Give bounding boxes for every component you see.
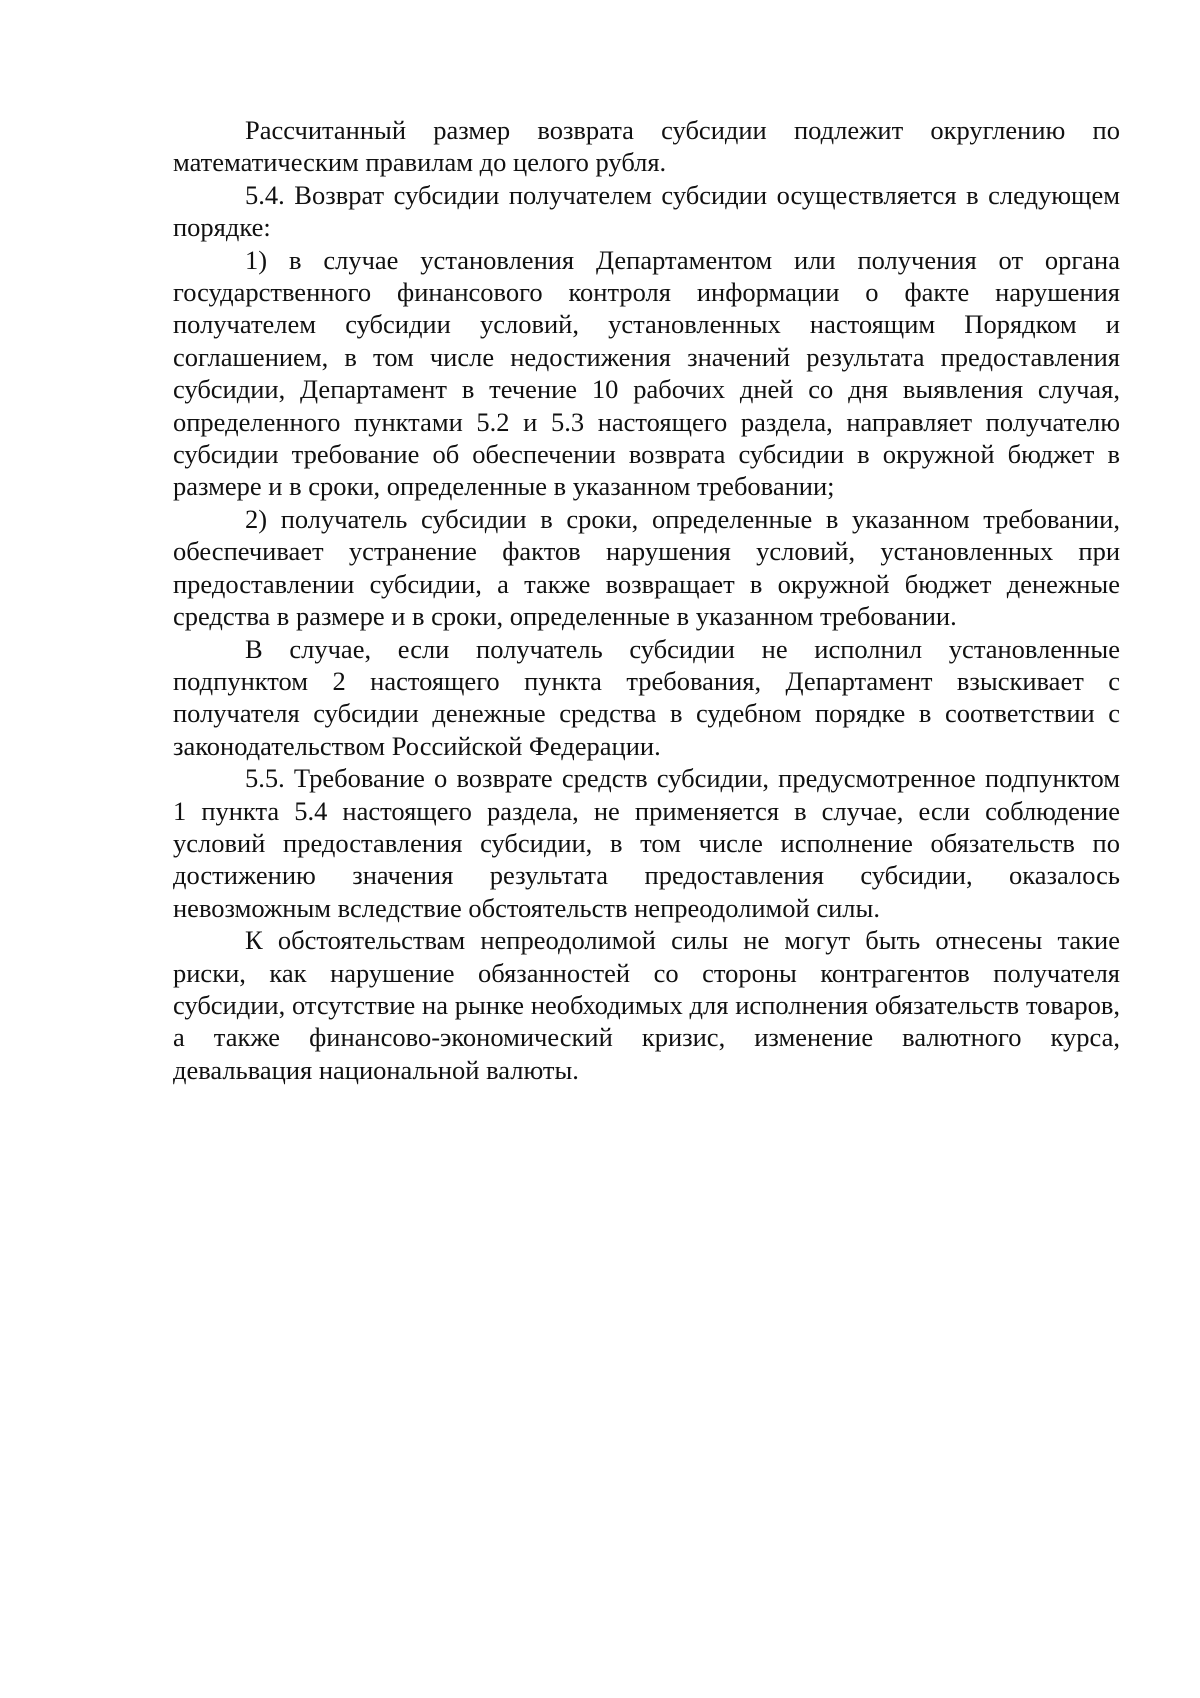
paragraph-rounding: Рассчитанный размер возврата субсидии подлежит округлению по математическим правилам до целого рубля. <box>173 115 1120 178</box>
paragraph-court-recovery: В случае, если получатель субсидии не исполнил установленные подпунктом 2 настоящего пункта требования, Департамент взыскивает с получателя субсидии денежные средства в судебном порядке в соответствии с законодательством Российской Федерации. <box>173 633 1120 761</box>
paragraph-force-majeure: К обстоятельствам непреодолимой силы не могут быть отнесены такие риски, как нарушение обязанностей со стороны контрагентов получателя субсидии, отсутствие на рынке необходимых для исполнения обязательств товаров, а также финансово-экономический кризис, изменение валютного курса, девальвация национальной валюты. <box>173 925 1120 1085</box>
paragraph-5-5: 5.5. Требование о возврате средств субсидии, предусмотренное подпунктом 1 пункта 5.4 настоящего раздела, не применяется в случае, если соблюдение условий предоставления субсидии, в том числе исполнение обязательств по достижению значения результата предоставления субсидии, оказалось невозможным вследствие обстоятельств непреодолимой силы. <box>173 763 1120 923</box>
paragraph-5-4-item-2: 2) получатель субсидии в сроки, определенные в указанном требовании, обеспечивает устранение фактов нарушения условий, установленных при предоставлении субсидии, а также возвращает в окружной бюджет денежные средства в размере и в сроки, определенные в указанном требовании. <box>173 503 1120 632</box>
paragraph-5-4-intro: 5.4. Возврат субсидии получателем субсидии осуществляется в следующем порядке: <box>173 179 1120 243</box>
document-body <box>173 114 1120 1086</box>
paragraph-5-4-item-1: 1) в случае установления Департаментом или получения от органа государственного финансового контроля информации о факте нарушения получателем субсидии условий, установленных настоящим Порядком и соглашением, в том числе недостижения значений результата предоставления субсидии, Департамент в течение 10 рабочих дней со дня выявления случая, определенного пунктами 5.2 и 5.3 настоящего раздела, направляет получателю субсидии требование об обеспечении возврата субсидии в окружной бюджет в размере и в сроки, определенные в указанном требовании; <box>173 244 1120 502</box>
